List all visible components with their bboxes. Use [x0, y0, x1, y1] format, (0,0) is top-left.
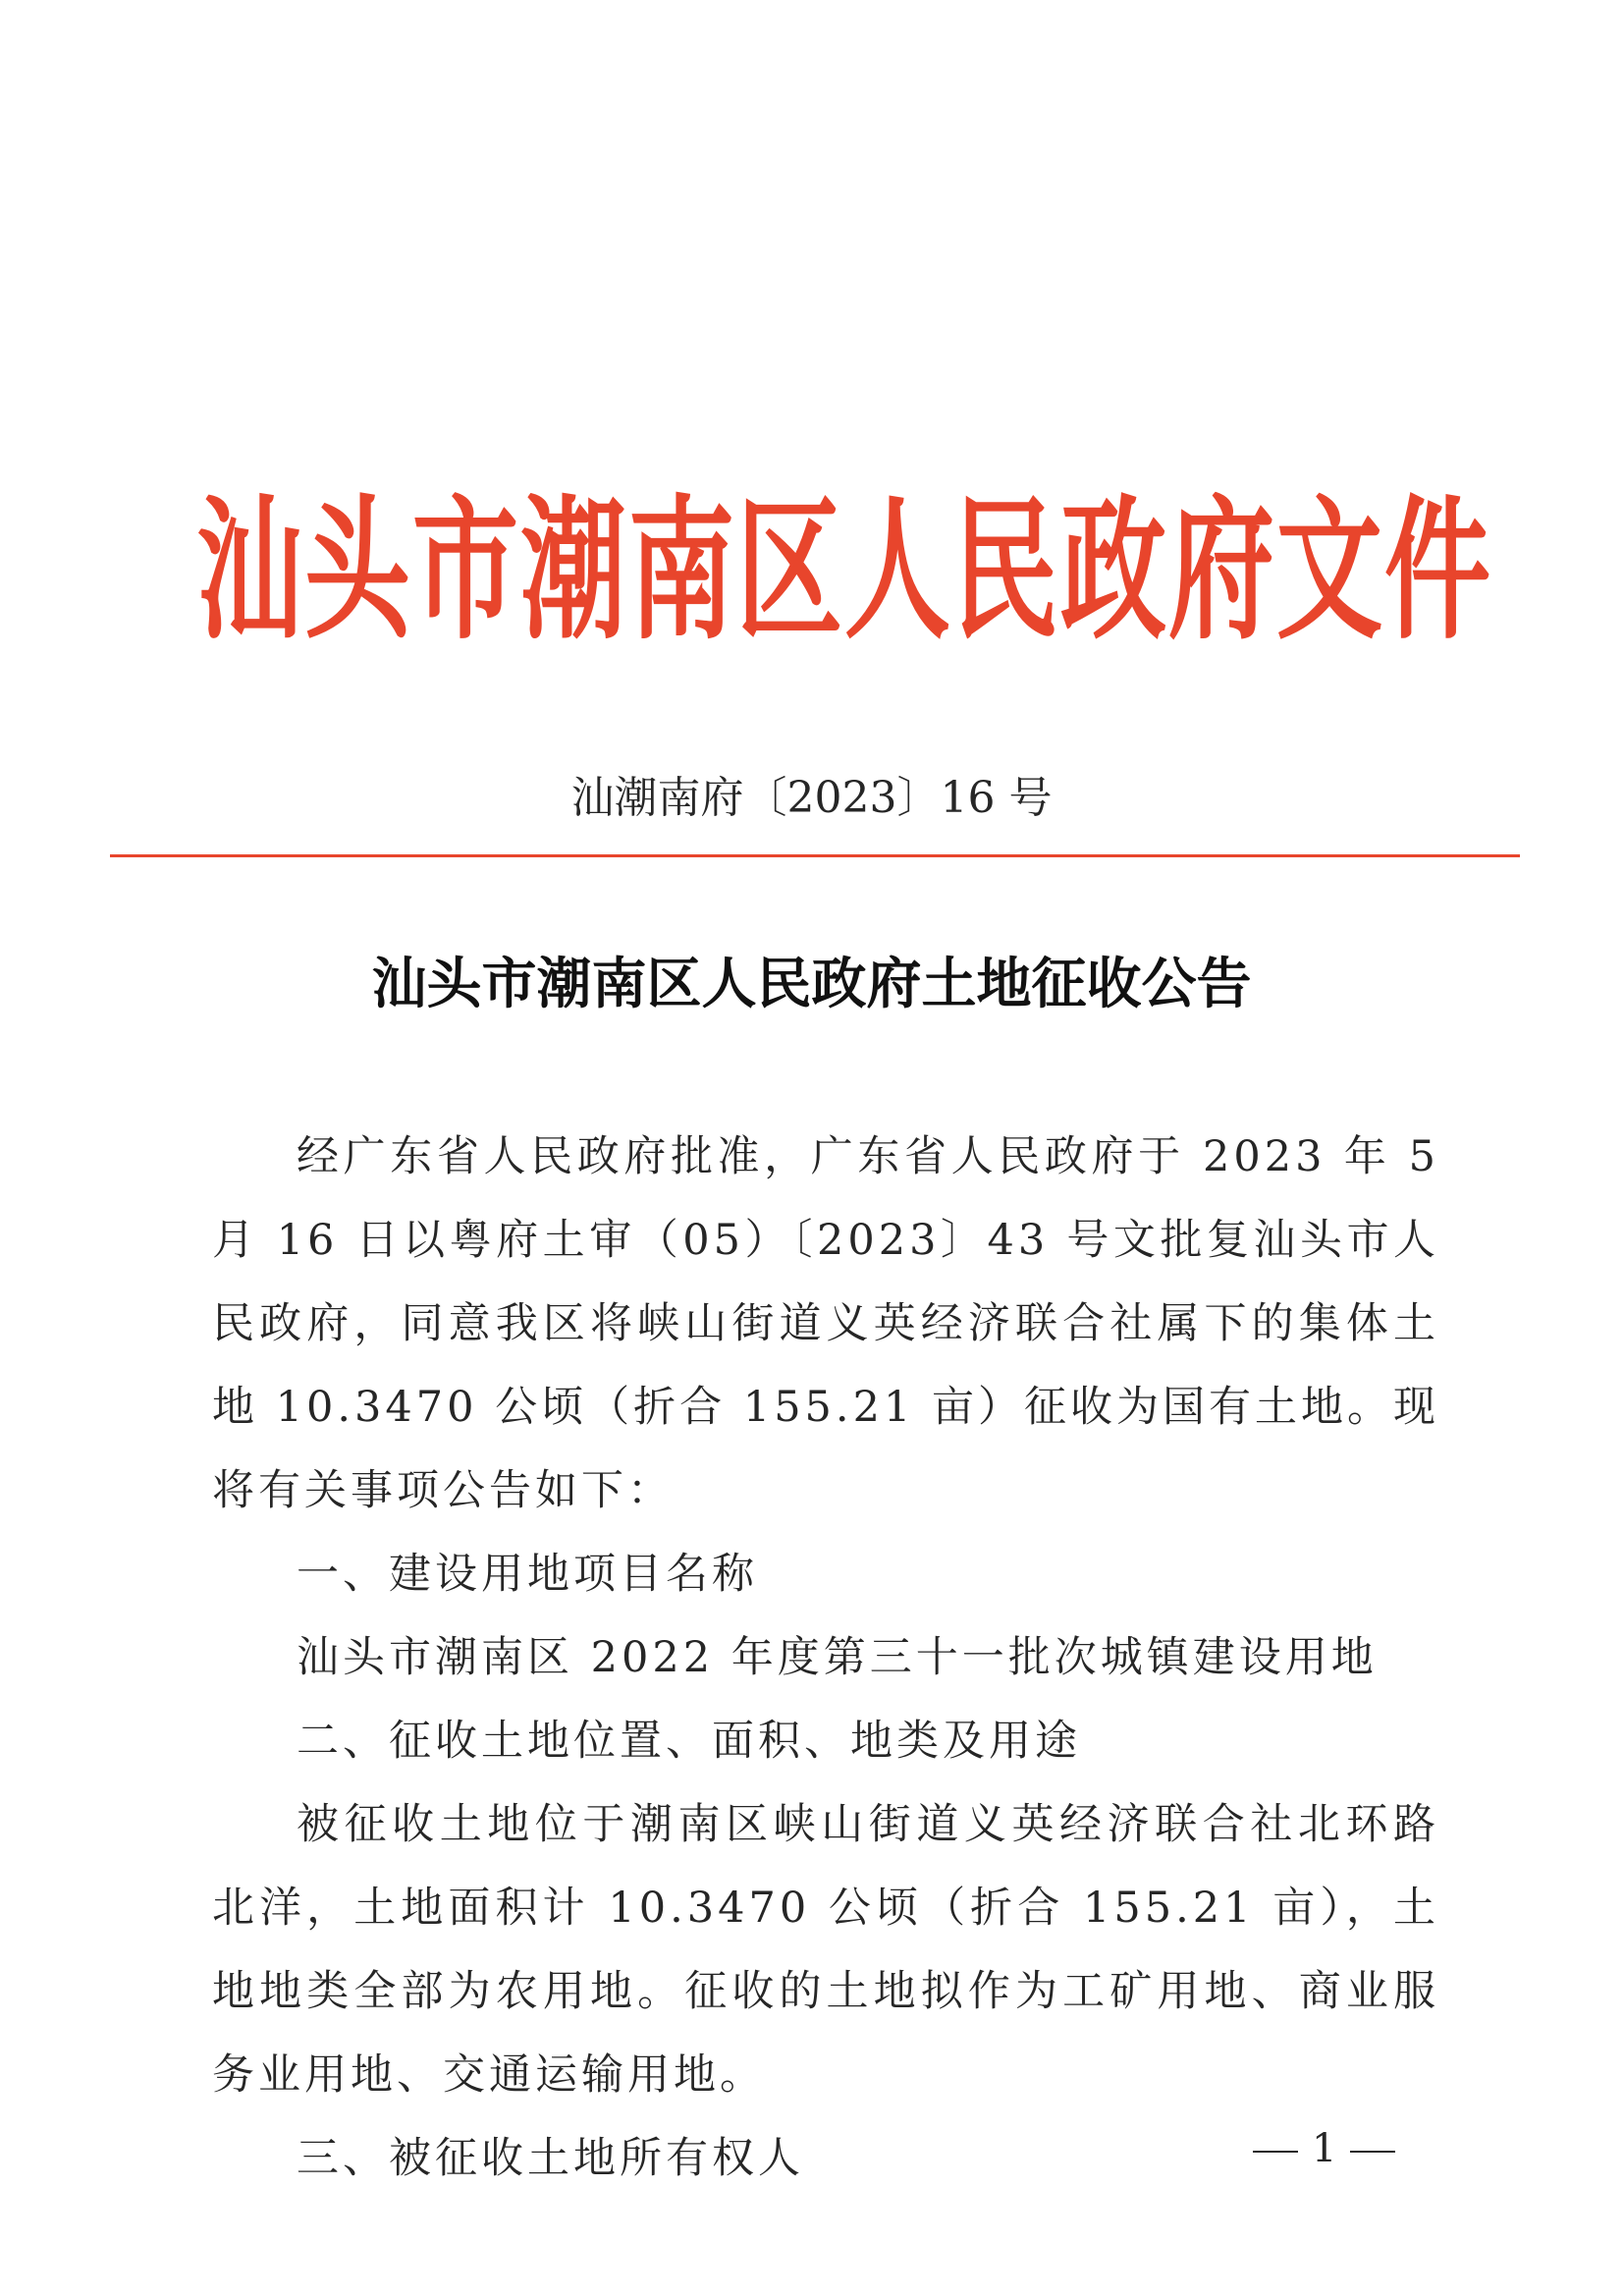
land-info-paragraph: 被征收土地位于潮南区峡山街道义英经济联合社北环路北洋，土地面积计 10.3470 公顷（折合 155.21 亩），土地地类全部为农用地。征收的土地拟作为工矿用地、商业服务业用地、交通运输用地。 [212, 1800, 1439, 2100]
section-heading-land-owner: 三、被征收土地所有权人 [297, 2134, 804, 2183]
intro-paragraph: 经广东省人民政府批准，广东省人民政府于 2023 年 5 月 16 日以粤府土审（05）〔2023〕43 号文批复汕头市人民政府，同意我区将峡山街道义英经济联合社属下的集体土地 10.3470 公顷（折合 155.21 亩）征收为国有土地。现将有关事项公告如下： [212, 1132, 1439, 1515]
page-number: 1 [1312, 2126, 1337, 2171]
section-heading-land-info: 二、征收土地位置、面积、地类及用途 [297, 1717, 1081, 1766]
red-header-title: 汕头市潮南区人民政府文件 [196, 482, 1493, 661]
red-divider-line [110, 854, 1520, 857]
page-number-footer [0, 2119, 1623, 2178]
project-name-text: 汕头市潮南区 2022 年度第三十一批次城镇建设用地 [297, 1633, 1378, 1682]
page-dash-right [1350, 2151, 1395, 2153]
notice-title: 汕头市潮南区人民政府土地征收公告 [371, 952, 1252, 1016]
notice-body [212, 1116, 1439, 2201]
page-dash-left [1253, 2151, 1298, 2153]
section-heading-project-name: 一、建设用地项目名称 [297, 1550, 758, 1599]
document-number: 汕潮南府〔2023〕16 号 [570, 773, 1053, 823]
